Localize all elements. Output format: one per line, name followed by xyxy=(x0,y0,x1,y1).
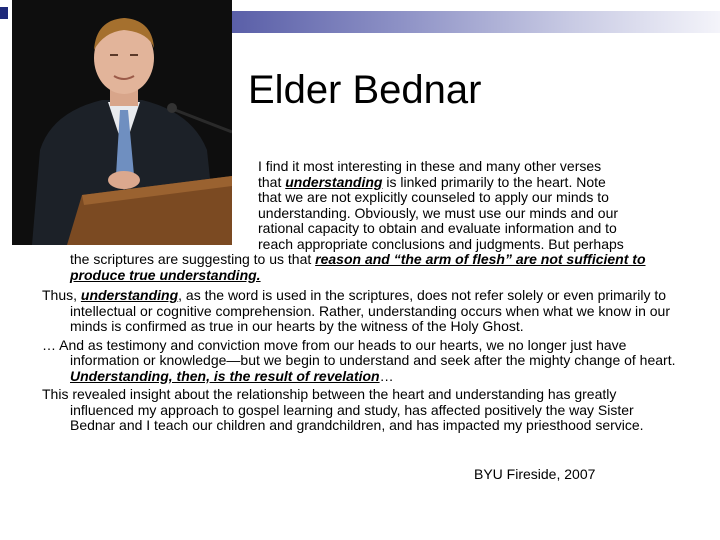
quote-line: that understanding is linked primarily to the heart. Note xyxy=(258,173,606,190)
source-attribution: BYU Fireside, 2007 xyxy=(474,466,596,482)
page-title: Elder Bednar xyxy=(248,68,482,112)
emphasis-understanding: understanding xyxy=(285,173,383,190)
corner-mark xyxy=(0,7,8,19)
quote-line: understanding. Obviously, we must use our minds and our xyxy=(258,204,619,221)
quote-line: the scriptures are suggesting to us that reason and “the arm of flesh” are not sufficient to produce true understanding. xyxy=(70,251,646,283)
emphasis-understanding-2: understanding xyxy=(80,287,179,303)
quote-line: I find it most interesting in these and many other verses xyxy=(258,158,602,174)
quote-paragraph-4: This revealed insight about the relationship between the heart and understanding has greatly influenced my approach to gospel learning and study, has affected positively the way Sister Bednar and I teach our children and grandchildren, and has impacted my priesthood service. xyxy=(42,386,644,433)
quote-line: that we are not explicitly counseled to apply our minds to xyxy=(258,189,609,205)
quote-line: rational capacity to obtain and evaluate information and to xyxy=(258,220,617,236)
quote-paragraph-1 xyxy=(70,159,685,283)
quote-line: reach appropriate conclusions and judgments. But perhaps xyxy=(258,235,624,252)
header-gradient-bar xyxy=(232,11,720,33)
emphasis-reason: reason and “the arm of flesh” are not sufficient to produce true understanding. xyxy=(70,251,646,283)
emphasis-revelation: Understanding, then, is the result of revelation xyxy=(70,367,380,384)
quote-body xyxy=(42,288,682,434)
quote-paragraph-3: … And as testimony and conviction move from our heads to our hearts, we no longer just have information or knowledge—but we begin to understand and seek after the mighty change of heart. Understanding, then, is the result of revelation… xyxy=(42,336,676,384)
quote-paragraph-2: Thus, understanding, as the word is used in the scriptures, does not refer solely or even primarily to intellectual or cognitive comprehension. Rather, understanding occurs when what we know in our minds is confirmed as true in our hearts by the witness of the Holy Ghost. xyxy=(42,287,671,334)
